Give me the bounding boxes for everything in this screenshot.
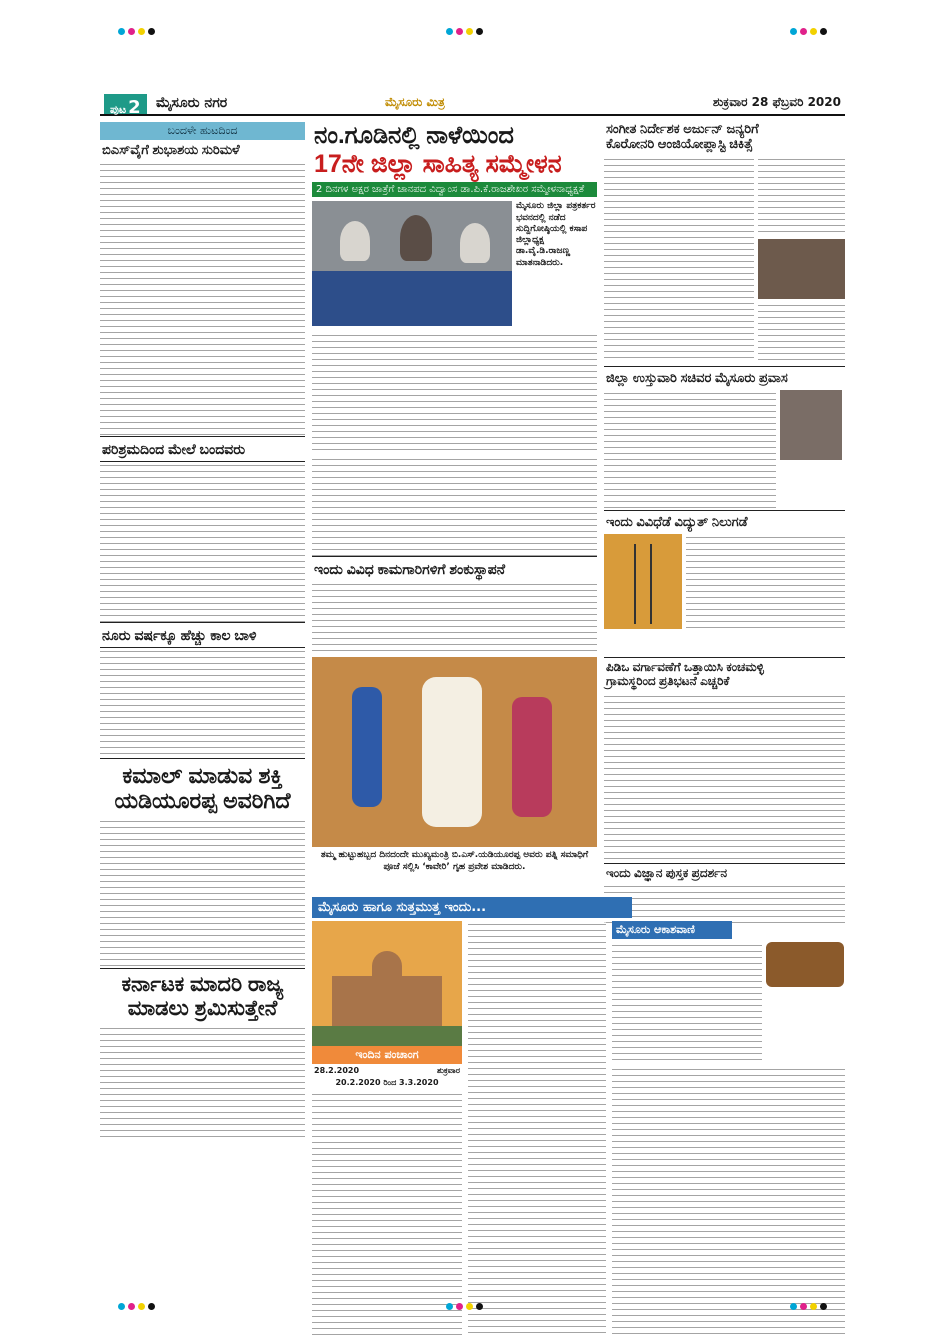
radio-set-icon bbox=[766, 942, 844, 987]
article-headline-science-books: ಇಂದು ವಿಜ್ಞಾನ ಪುಸ್ತಕ ಪ್ರದರ್ಶನ bbox=[604, 863, 845, 884]
radio-row bbox=[612, 942, 845, 1062]
cm-house-warming-caption: ತಮ್ಮ ಹುಟ್ಟುಹಬ್ಬದ ದಿನದಂದೇ ಮುಖ್ಯಮಂತ್ರಿ ಬಿ.ಎಸ್.ಯಡಿಯೂರಪ್ಪ ಅವರು ಪತ್ನಿ ಸಮಾಧಿಗೆ ಪೂಜೆ ಸಲ್ಲಿಸಿ ‘ಕಾವೇರಿ’ ಗೃಹ ಪ್ರವೇಶ ಮಾಡಿದರು. bbox=[320, 850, 589, 872]
article-body-minister-visit bbox=[604, 390, 776, 510]
radio-box bbox=[612, 921, 845, 1337]
article-headline-kamal-line2: ಯಡಿಯೂರಪ್ಪ ಅವರಿಗಿದೆ bbox=[114, 788, 291, 814]
article-body-protest bbox=[604, 693, 845, 863]
panchanga-day: ಶುಕ್ರವಾರ bbox=[436, 1066, 460, 1075]
radio-schedule bbox=[612, 942, 762, 1062]
arjun-photo bbox=[758, 239, 845, 299]
registration-marks-top-right bbox=[790, 28, 827, 35]
registration-marks-top bbox=[118, 28, 155, 35]
arjun-side-text-2 bbox=[758, 302, 845, 362]
article-headline-model-state-line1: ಕರ್ನಾಟಕ ಮಾದರಿ ರಾಜ್ಯ bbox=[100, 968, 305, 997]
more-listings bbox=[612, 1066, 845, 1337]
article-body-hundred-years bbox=[100, 648, 305, 758]
article-headline-protest-line2: ಗ್ರಾಮಸ್ಥರಿಂದ ಪ್ರತಿಭಟನೆ ಎಚ್ಚರಿಕೆ bbox=[606, 673, 730, 688]
page-header bbox=[100, 92, 845, 116]
panchanga-week: 20.2.2020 ರಿಂದ 3.3.2020 bbox=[335, 1078, 439, 1087]
panchanga-title: ಇಂದಿನ ಪಂಚಾಂಗ bbox=[312, 1046, 462, 1064]
protest-column bbox=[604, 657, 845, 928]
article-headline-bsy-wishes: ಬಿಎಸ್‌ವೈಗೆ ಶುಭಾಶಯ ಸುರಿಮಳೆ bbox=[102, 142, 240, 157]
panchanga-listings bbox=[312, 1091, 462, 1337]
masthead-logo: ಮೈಸೂರು ಮಿತ್ರ bbox=[385, 95, 445, 109]
section-title: ಮೈಸೂರು ನಗರ bbox=[156, 95, 228, 111]
city-today-strip: ಮೈಸೂರು ಹಾಗೂ ಸುತ್ತಮುತ್ತ ಇಂದು... bbox=[312, 897, 632, 918]
minister-article-row bbox=[604, 390, 845, 510]
arjun-side-text bbox=[758, 156, 845, 236]
arjun-side bbox=[758, 156, 845, 362]
arjun-article-row bbox=[604, 156, 845, 362]
article-headline-kamal-line1: ಕಮಾಲ್ ಮಾಡುವ ಶಕ್ತಿ bbox=[100, 758, 305, 788]
minister-photo bbox=[780, 390, 842, 460]
article-headline-protest-line1: ಪಿಡಿಒ ವರ್ಗಾವಣೆಗೆ ಒತ್ತಾಯಿಸಿ ಕಂಚಮಳ್ಳಿ bbox=[604, 657, 845, 675]
article-headline-works: ಇಂದು ವಿವಿಧ ಕಾಮಗಾರಿಗಳಿಗೆ ಶಂಕುಸ್ಥಾಪನೆ bbox=[312, 556, 597, 581]
article-body-works bbox=[312, 581, 597, 651]
lead-headline-line1: ನಂ.ಗೂಡಿನಲ್ಲಿ ನಾಳೆಯಿಂದ bbox=[314, 122, 514, 149]
article-headline-hundred-years: ನೂರು ವರ್ಷಕ್ಕೂ ಹೆಚ್ಚು ಕಾಲ ಬಾಳಿ bbox=[100, 622, 305, 648]
article-headline-hard-work: ಪರಿಶ್ರಮದಿಂದ ಮೇಲೆ ಬಂದವರು bbox=[100, 436, 305, 462]
lead-photo-row bbox=[312, 201, 597, 326]
article-body-bsy-wishes bbox=[100, 161, 305, 436]
page-label: ಪುಟ bbox=[110, 103, 127, 116]
lead-article-body-continued bbox=[312, 456, 597, 556]
article-body-arjun bbox=[604, 156, 754, 361]
press-meet-photo bbox=[312, 201, 512, 326]
article-headline-power-cut: ಇಂದು ವಿವಿಧೆಡೆ ವಿದ್ಯುತ್ ನಿಲುಗಡೆ bbox=[604, 510, 845, 534]
article-body-kamal bbox=[100, 818, 305, 968]
registration-marks-top-center bbox=[446, 28, 483, 35]
panchanga-box bbox=[312, 921, 462, 1337]
bottom-area bbox=[312, 897, 845, 1337]
radio-title: ಮೈಸೂರು ಆಕಾಶವಾಣಿ bbox=[612, 921, 732, 939]
bottom-row bbox=[312, 921, 845, 1337]
panchanga-date-row bbox=[312, 1064, 462, 1078]
lead-strapline: 2 ದಿನಗಳ ಅಕ್ಷರ ಜಾತ್ರೆಗೆ ಜಾನಪದ ವಿದ್ವಾಂಸ ಡಾ.ಪಿ.ಕೆ.ರಾಜಶೇಖರ ಸಮ್ಮೇಳನಾಧ್ಯಕ್ಷತೆ bbox=[312, 182, 597, 197]
registration-marks-bottom-center bbox=[446, 1303, 483, 1310]
article-headline-arjun-line1: ಸಂಗೀತ ನಿರ್ದೇಶಕ ಅರ್ಜುನ್ ಜನ್ಯರಿಗೆ bbox=[606, 121, 759, 136]
center-column bbox=[312, 122, 597, 876]
palace-photo bbox=[312, 921, 462, 1046]
event-listings bbox=[468, 921, 606, 1337]
article-headline-minister-visit: ಜಿಲ್ಲಾ ಉಸ್ತುವಾರಿ ಸಚಿವರ ಮೈಸೂರು ಪ್ರವಾಸ bbox=[604, 366, 845, 390]
issue-date: ಶುಕ್ರವಾರ 28 ಫೆಬ್ರವರಿ 2020 bbox=[712, 95, 841, 109]
power-cut-row bbox=[604, 534, 845, 629]
left-column bbox=[100, 122, 305, 1140]
registration-marks-bottom-right bbox=[790, 1303, 827, 1310]
panchanga-date: 28.2.2020 bbox=[314, 1066, 360, 1075]
article-body-power-cut bbox=[686, 534, 845, 629]
press-meet-photo-caption: ಮೈಸೂರು ಜಿಲ್ಲಾ ಪತ್ರಕರ್ತರ ಭವನದಲ್ಲಿ ನಡೆದ ಸುದ್ದಿಗೋಷ್ಠಿಯಲ್ಲಿ ಕಸಾಪ ಜಿಲ್ಲಾಧ್ಯಕ್ಷ ಡಾ.ವೈ.ಡಿ.ರಾಜಣ್ಣ ಮಾತನಾಡಿದರು. bbox=[516, 201, 596, 268]
cm-house-warming-photo bbox=[312, 657, 597, 847]
article-body-hard-work bbox=[100, 462, 305, 622]
lead-headline-line2: 17ನೇ ಜಿಲ್ಲಾ ಸಾಹಿತ್ಯ ಸಮ್ಮೇಳನ bbox=[314, 149, 562, 178]
kicker-label: ಬಂದಳೇ ಹುಟದಿಂದ bbox=[100, 122, 305, 140]
article-headline-model-state-line2: ಮಾಡಲು ಶ್ರಮಿಸುತ್ತೇನೆ bbox=[127, 996, 278, 1020]
page-number-badge bbox=[104, 94, 147, 118]
registration-marks-bottom bbox=[118, 1303, 155, 1310]
article-body-model-state bbox=[100, 1025, 305, 1140]
lead-article-body bbox=[312, 332, 597, 452]
power-tower-photo bbox=[604, 534, 682, 629]
article-headline-arjun-line2: ಕೊರೋನರಿ ಆಂಜಿಯೋಪ್ಲಾಸ್ಟಿ ಚಿಕಿತ್ಸೆ bbox=[606, 135, 753, 151]
newspaper-page bbox=[100, 92, 845, 1337]
page-number: 2 bbox=[128, 97, 141, 118]
right-column bbox=[604, 122, 845, 629]
